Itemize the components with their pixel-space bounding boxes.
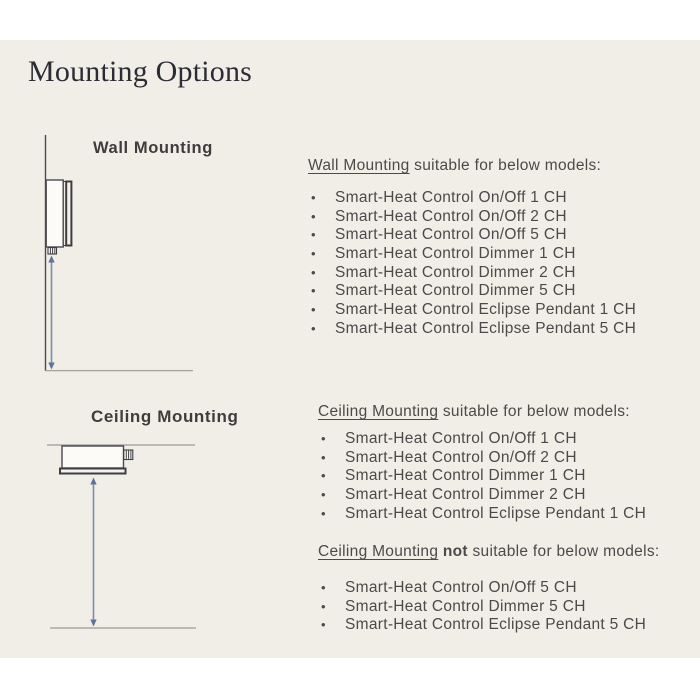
bullet-icon: • <box>311 190 316 205</box>
model-name: Smart-Heat Control On/Off 5 CH <box>335 226 567 244</box>
bullet-icon: • <box>311 246 316 262</box>
bullet-icon: • <box>311 264 316 280</box>
bullet-icon: • <box>311 227 316 243</box>
controller-body-icon <box>62 446 124 468</box>
ceiling-heading-rest: suitable for below models: <box>438 403 630 420</box>
not-heading-underlined: Ceiling Mounting <box>318 543 439 560</box>
ceiling-mounting-diagram <box>40 435 210 635</box>
list-item <box>321 449 646 468</box>
list-item <box>311 245 636 264</box>
ceiling-suitable-model-list <box>321 430 646 523</box>
model-name: Smart-Heat Control Dimmer 5 CH <box>345 597 586 615</box>
wall-suitable-model-list <box>311 189 636 339</box>
list-item <box>311 226 636 245</box>
bullet-icon: • <box>311 302 316 318</box>
model-name: Smart-Heat Control Dimmer 2 CH <box>345 486 586 504</box>
bullet-icon: • <box>321 505 326 521</box>
bullet-icon: • <box>321 617 326 633</box>
model-name: Smart-Heat Control Dimmer 2 CH <box>335 263 576 281</box>
list-item <box>321 467 646 486</box>
model-name: Smart-Heat Control On/Off 2 CH <box>335 207 567 225</box>
list-item <box>311 189 636 208</box>
bullet-icon: • <box>321 598 326 614</box>
list-item <box>321 486 646 505</box>
list-item <box>321 505 646 524</box>
list-item <box>311 282 636 301</box>
list-item <box>311 208 636 227</box>
model-name: Smart-Heat Control Dimmer 1 CH <box>335 245 576 263</box>
model-name: Smart-Heat Control Eclipse Pendant 1 CH <box>345 504 647 522</box>
model-name: Smart-Heat Control On/Off 5 CH <box>345 579 577 596</box>
bullet-icon: • <box>321 431 326 446</box>
list-item <box>311 264 636 283</box>
model-name: Smart-Heat Control On/Off 1 CH <box>335 189 567 206</box>
ceiling-suitable-heading <box>318 402 630 421</box>
list-item <box>321 598 646 617</box>
list-item <box>311 301 636 320</box>
arrow-down-head-icon <box>48 363 54 370</box>
bullet-icon: • <box>321 468 326 484</box>
model-name: Smart-Heat Control Eclipse Pendant 5 CH <box>345 616 647 634</box>
bullet-icon: • <box>321 580 326 595</box>
list-item <box>321 430 646 449</box>
model-name: Smart-Heat Control Eclipse Pendant 5 CH <box>335 319 637 337</box>
wall-mounting-diagram-label: Wall Mounting <box>93 139 213 157</box>
ceiling-not-suitable-heading <box>318 542 660 561</box>
bullet-icon: • <box>321 449 326 465</box>
ceiling-mounting-diagram-label: Ceiling Mounting <box>91 407 239 426</box>
controller-front-plate-icon <box>66 182 71 246</box>
controller-front-plate-icon <box>60 469 126 474</box>
not-heading-rest: suitable for below models: <box>467 543 660 560</box>
model-name: Smart-Heat Control On/Off 1 CH <box>345 430 577 447</box>
model-name: Smart-Heat Control Eclipse Pendant 1 CH <box>335 301 637 319</box>
bullet-icon: • <box>321 487 326 503</box>
wall-heading-rest: suitable for below models: <box>409 157 602 174</box>
list-item <box>321 579 646 598</box>
wall-mounting-diagram <box>40 130 200 380</box>
not-heading-bold-word: not <box>438 543 468 560</box>
arrow-up-head-icon <box>90 478 96 485</box>
wall-suitable-heading <box>308 156 601 175</box>
ceiling-not-suitable-model-list <box>321 579 646 635</box>
bullet-icon: • <box>311 208 316 224</box>
ceiling-heading-underlined: Ceiling Mounting <box>318 403 439 420</box>
model-name: Smart-Heat Control On/Off 2 CH <box>345 448 577 466</box>
arrow-up-head-icon <box>48 256 54 263</box>
model-name: Smart-Heat Control Dimmer 5 CH <box>335 282 576 300</box>
list-item <box>311 320 636 339</box>
controller-body-icon <box>46 180 63 247</box>
wall-heading-underlined: Wall Mounting <box>308 157 410 174</box>
arrow-down-head-icon <box>90 620 96 627</box>
list-item <box>321 616 646 635</box>
bullet-icon: • <box>311 320 316 336</box>
page-title: Mounting Options <box>28 55 253 88</box>
bullet-icon: • <box>311 283 316 299</box>
model-name: Smart-Heat Control Dimmer 1 CH <box>345 467 586 485</box>
